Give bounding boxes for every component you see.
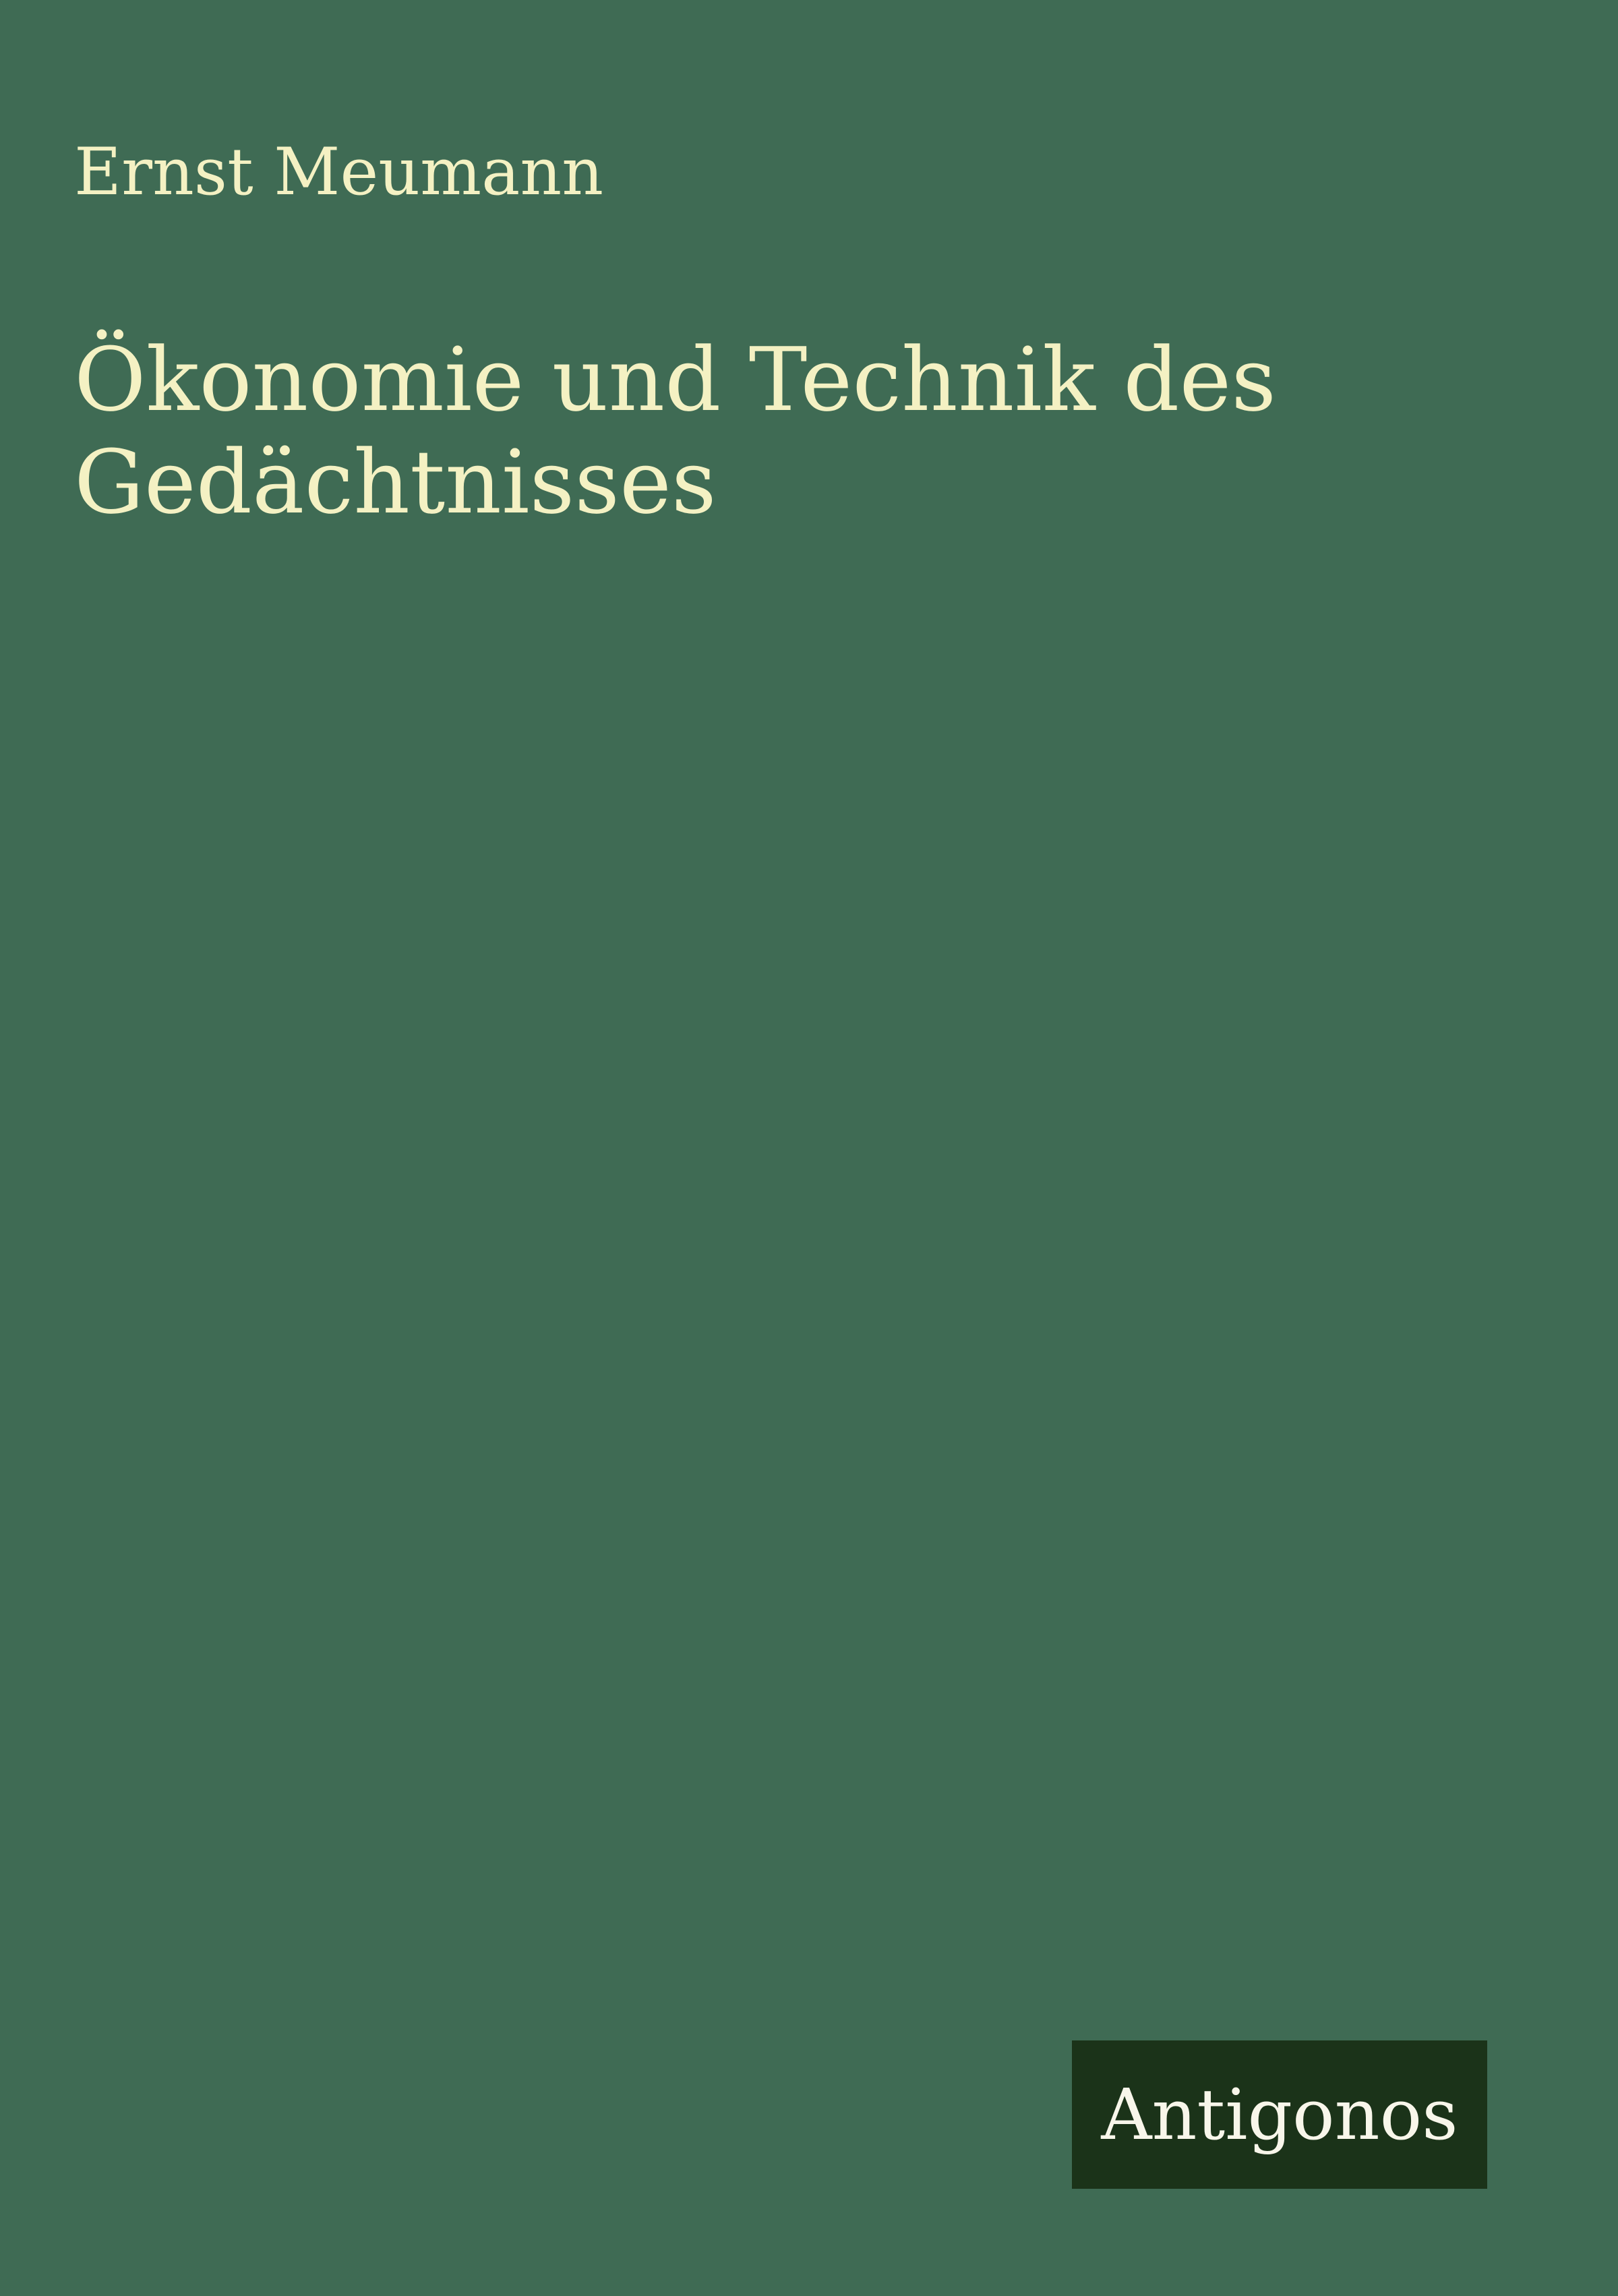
book-title <box>74 328 1276 533</box>
book-title-line-2: Gedächtnisses <box>74 431 717 533</box>
book-title-line-1: Ökonomie und Technik des <box>74 328 1277 431</box>
author-name: Ernst Meumann <box>74 134 604 210</box>
publisher-badge <box>1072 2040 1487 2189</box>
publisher-name: Antigonos <box>1101 2073 1458 2156</box>
